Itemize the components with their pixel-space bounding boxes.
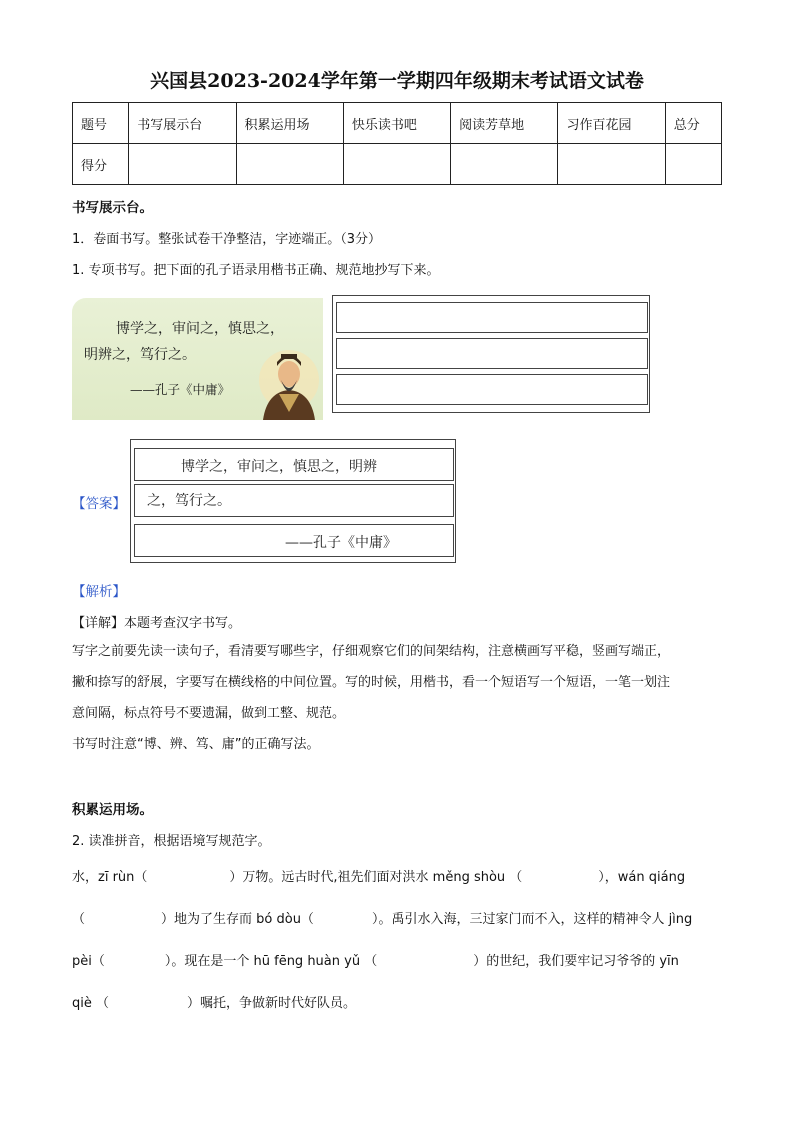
answer-source: ——孔子《中庸》	[285, 535, 397, 551]
text-line: 书写时注意“博、辨、笃、庸”的正确写法。	[72, 737, 320, 752]
answer-writing-grid	[130, 439, 456, 563]
confucius-quote-image	[72, 298, 323, 420]
text-line: 写字之前要先读一读句子，看清要写哪些字，仔细观察它们的间架结构，注意横画写平稳，竖画写端正，	[72, 644, 671, 659]
text-segment: ）地为了生存而 bó dòu（	[161, 912, 314, 927]
score-entry-cell[interactable]	[129, 144, 236, 185]
score-entry-cell[interactable]	[451, 144, 558, 185]
quote-source: ——孔子《中庸》	[130, 382, 231, 397]
table-cell: 习作百花园	[558, 103, 665, 144]
question-2-line	[72, 950, 679, 969]
answer-text: 博学之，审问之，慎思之，明辨	[181, 459, 377, 475]
quote-line: 明辨之，笃行之。	[84, 347, 196, 363]
score-entry-cell[interactable]	[665, 144, 721, 185]
question-1: 1．卷面书写。整张试卷干净整洁，字迹端正。（3分）	[72, 232, 382, 247]
table-cell: 题号	[73, 103, 129, 144]
answer-text: 之，笃行之。	[147, 493, 231, 509]
question-1-sub: 1. 专项书写。把下面的孔子语录用楷书正确、规范地抄写下来。	[72, 263, 440, 278]
question-2-line	[72, 866, 685, 885]
table-cell: 积累运用场	[236, 103, 343, 144]
table-cell: 快乐读书吧	[343, 103, 450, 144]
writing-line[interactable]	[336, 338, 648, 369]
table-cell: 阅读芳草地	[451, 103, 558, 144]
writing-line[interactable]	[336, 374, 648, 405]
text-segment: ），wán qiáng	[598, 870, 686, 885]
text-line: 撇和捺写的舒展，字要写在横线格的中间位置。写的时候，用楷书，看一个短语写一个短语，一笔一划注	[72, 675, 671, 690]
detail-label: 【详解】本题考查汉字书写。	[72, 616, 242, 631]
score-entry-cell[interactable]	[343, 144, 450, 185]
table-cell: 得分	[73, 144, 129, 185]
score-table-score-row	[73, 144, 722, 185]
writing-line[interactable]	[336, 302, 648, 333]
text-segment: pèi（	[72, 954, 105, 969]
answer-label: 【答案】	[72, 496, 126, 512]
text-segment: ）万物。远古时代,祖先们面对洪水 měng shòu （	[229, 870, 523, 885]
score-entry-cell[interactable]	[558, 144, 665, 185]
confucius-portrait-icon	[255, 340, 319, 420]
text-segment: （	[72, 912, 86, 927]
question-2-line	[72, 908, 692, 927]
score-table-header-row	[73, 103, 722, 144]
exam-title: 兴国县2023-2024学年第一学期四年级期末考试语文试卷	[150, 70, 644, 92]
quote-line: 博学之，审问之，慎思之，	[116, 321, 284, 337]
section-heading-accumulation: 积累运用场。	[72, 802, 153, 818]
score-table	[72, 102, 722, 185]
writing-grid	[332, 295, 650, 413]
question-2: 2. 读准拼音，根据语境写规范字。	[72, 834, 271, 849]
section-heading-writing: 书写展示台。	[72, 200, 153, 216]
score-entry-cell[interactable]	[236, 144, 343, 185]
text-line: 意间隔，标点符号不要遗漏，做到工整、规范。	[72, 706, 346, 721]
explanation-paragraph	[72, 636, 732, 760]
text-segment: ）。现在是一个 hū fēng huàn yǔ （	[164, 954, 378, 969]
text-segment: ）的世纪，我们要牢记习爷爷的 yīn	[473, 954, 679, 969]
text-segment: ）。禹引水入海，三过家门而不入，这样的精神令人 jìng	[371, 912, 693, 927]
text-segment: ）嘱托，争做新时代好队员。	[187, 996, 357, 1011]
table-cell: 总分	[665, 103, 721, 144]
question-2-line	[72, 992, 356, 1011]
table-cell: 书写展示台	[129, 103, 236, 144]
analysis-label: 【解析】	[72, 584, 126, 600]
text-segment: qiè （	[72, 996, 109, 1011]
text-segment: 水，zī rùn（	[72, 870, 148, 885]
